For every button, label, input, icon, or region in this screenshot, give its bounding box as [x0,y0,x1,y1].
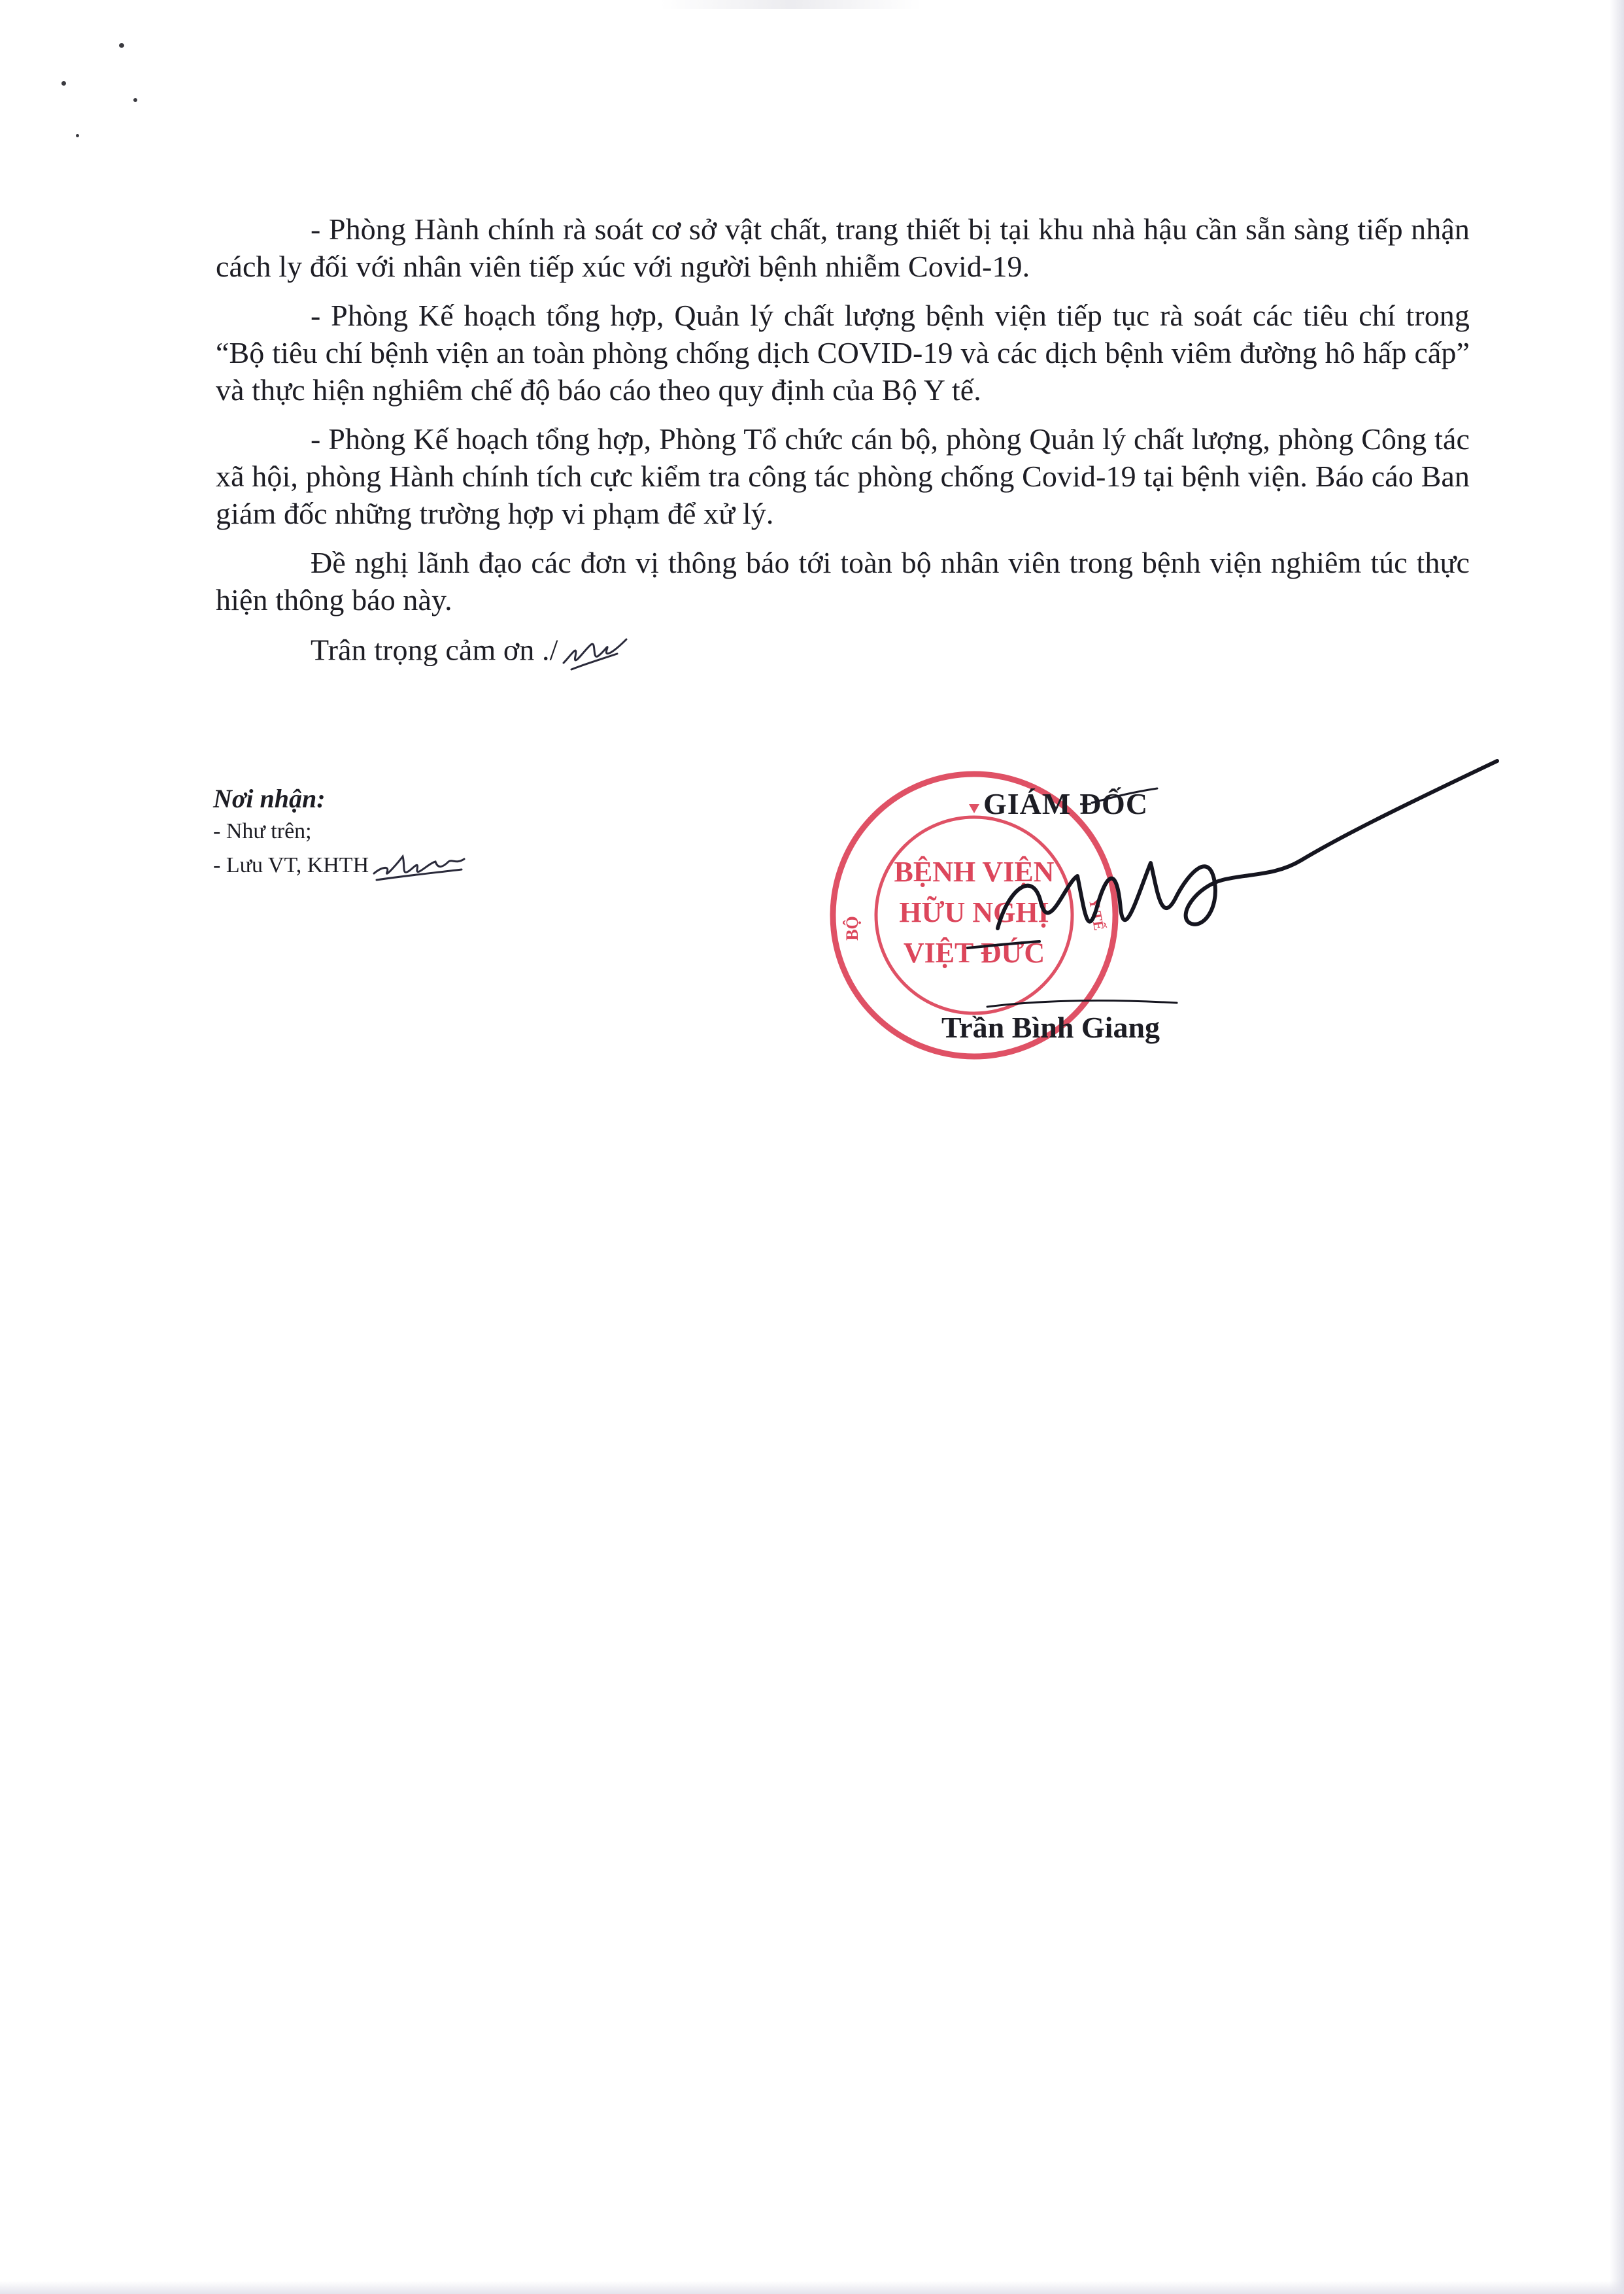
recipient-text: - Lưu VT, KHTH [213,852,369,877]
svg-text:BỘ: BỘ [843,916,862,941]
closing-line [216,630,1470,676]
svg-text:Y TẾ: Y TẾ [1085,897,1108,932]
director-name: Trần Bình Giang [941,1011,1160,1044]
scan-edge-shadow [1610,0,1624,2294]
paragraph: - Phòng Kế hoạch tổng hợp, Phòng Tổ chức cán bộ, phòng Quản lý chất lượng, phòng Công tác xã hội, phòng Hành chính tích cực kiểm tra công tác phòng chống Covid-19 tại bệnh viện. Báo cáo Ban giám đốc những trường hợp vi phạm để xử lý. [216,422,1470,530]
scan-speck [133,98,137,102]
recipients-block [213,782,671,886]
recipient-item: - Như trên; [213,819,312,843]
scan-speck [119,43,124,48]
closing-text: Trân trọng cảm ơn ./ [311,633,558,667]
body-text [216,211,1470,688]
scan-header-shadow [660,0,922,9]
signature-block [824,752,1543,1092]
svg-text:VIỆT ĐỨC: VIỆT ĐỨC [903,937,1045,969]
director-signature-icon [870,752,1543,1033]
svg-text:BỆNH VIỆN: BỆNH VIỆN [894,856,1055,888]
paragraph: - Phòng Hành chính rà soát cơ sở vật chất, trang thiết bị tại khu nhà hậu cần sẵn sàng tiếp nhận cách ly đối với nhân viên tiếp xúc với người bệnh nhiễm Covid-19. [216,212,1470,283]
initials-signature-icon [370,847,468,886]
paragraph: - Phòng Kế hoạch tổng hợp, Quản lý chất lượng bệnh viện tiếp tục rà soát các tiêu chí trong “Bộ tiêu chí bệnh viện an toàn phòng chống dịch COVID-19 và các dịch bệnh viêm đường hô hấp cấp” và thực hiện nghiêm chế độ báo cáo theo quy định của Bộ Y tế. [216,299,1470,407]
director-title: GIÁM ĐỐC [983,787,1149,820]
initials-signature-icon [558,630,630,676]
scan-bottom-shadow [0,2281,1624,2294]
svg-text:HỮU NGHỊ: HỮU NGHỊ [899,896,1049,928]
recipients-title: Nơi nhận: [213,784,326,813]
recipient-item [213,847,671,886]
paragraph: Đề nghị lãnh đạo các đơn vị thông báo tới toàn bộ nhân viên trong bệnh viện nghiêm túc thực hiện thông báo này. [216,546,1470,616]
scan-speck [61,81,66,86]
scan-speck [76,134,79,137]
